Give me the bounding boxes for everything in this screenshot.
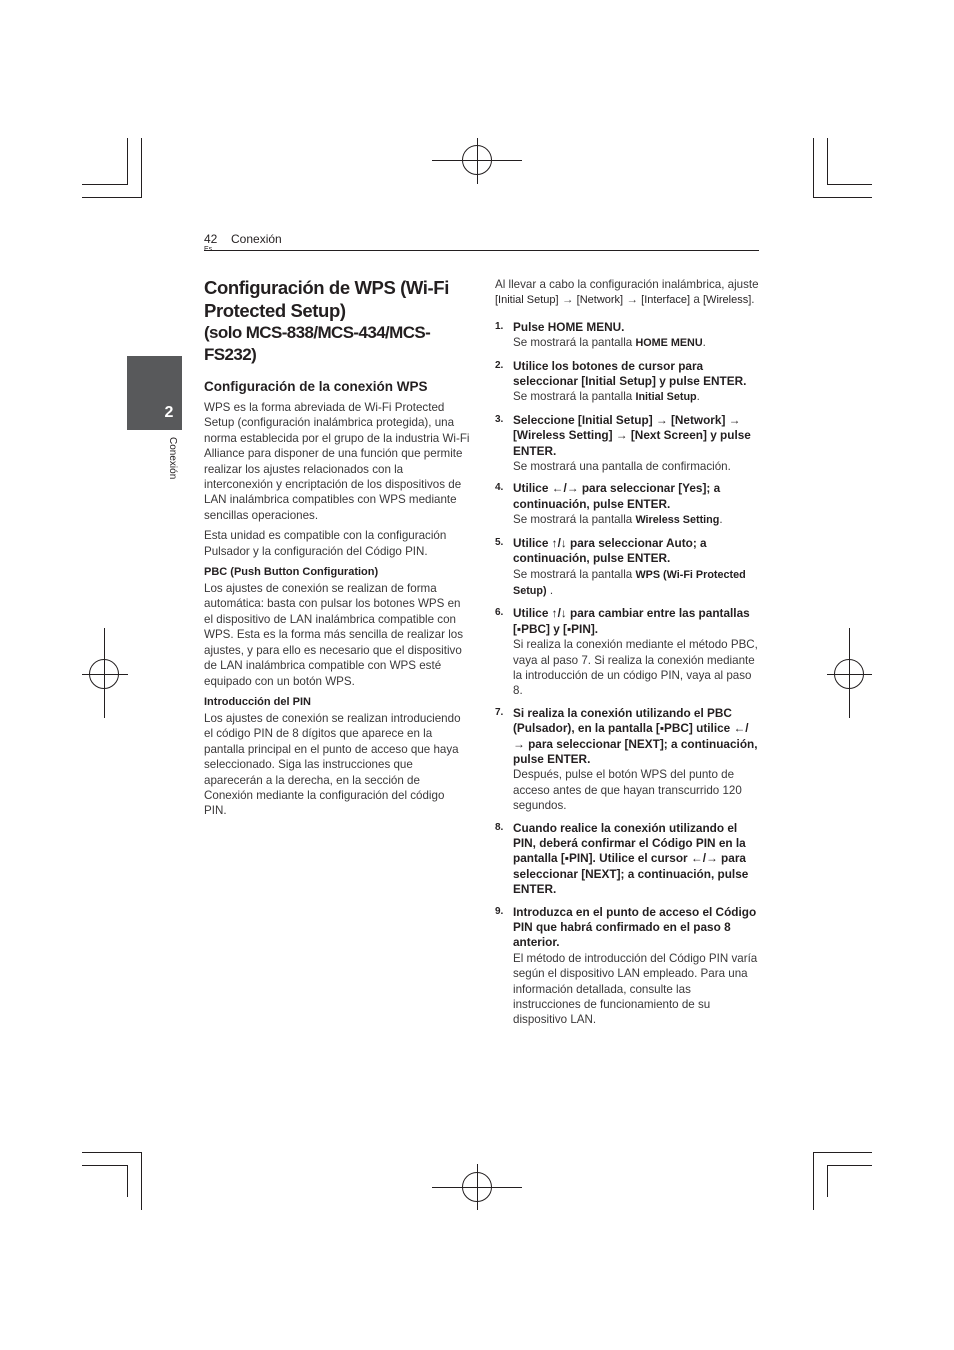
page-number: 42 [204,232,218,246]
step-detail: Se mostrará la pantalla WPS (Wi-Fi Protected Setup) . [513,567,746,597]
step-item [495,821,759,898]
pin-heading: Introducción del PIN [204,695,311,708]
step-detail: Se mostrará la pantalla Wireless Setting. [513,513,723,527]
left-column [204,276,470,824]
step-detail: El método de introducción del Código PIN varía según el dispositivo LAN empleado. Para una información detallada, consulte las instrucciones de funcionamiento de su dispositivo LAN. [513,951,758,1027]
crop-mark [82,1165,128,1166]
step-instruction: Utilice ↑/↓ para seleccionar Auto; a continuación, pulse ENTER. [513,535,707,566]
step-instruction: Utilice ←/→ para seleccionar [Yes]; a continuación, pulse ENTER. [513,481,721,511]
page-title-line2: Protected Setup) [204,300,346,321]
step-instruction: Utilice ↑/↓ para cambiar entre las pantallas [▪PBC] y [▪PIN]. [513,606,750,636]
step-detail: Después, pulse el botón WPS del punto de acceso antes de que hayan transcurrido 120 segundos. [513,768,742,813]
crop-mark [827,184,872,185]
pin-description: Los ajustes de conexión se realizan introduciendo el código PIN de 8 dígitos que aparece en la pantalla principal en el punto de acceso que haya seleccionado. Siga las instrucciones que aparecerán a la derecha, en la sección de Conexión mediante la configuración del código PIN. [204,711,461,818]
step-item [495,536,759,600]
chapter-label: Conexión [167,437,178,480]
step-number: 6. [495,607,504,619]
wps-description: WPS es la forma abreviada de Wi-Fi Protected Setup (configuración inalámbrica protegida), una norma establecida por el grupo de la industria Wi-Fi Alliance para disponer de una función que permite realizar los ajustes relacionados con la interconexión y encriptación de los dispositivos de LAN inalámbrica compatibles con WPS mediante sencillas operaciones. [204,401,470,522]
crop-mark [813,138,814,198]
step-detail: Se mostrará la pantalla HOME MENU. [513,336,706,350]
page-title-line1: Configuración de WPS (Wi-Fi [204,277,449,298]
step-number: 4. [495,482,504,494]
step-instruction: Pulse HOME MENU. [513,319,625,334]
crop-mark [141,138,142,198]
right-column [495,277,759,1035]
crop-mark [813,1152,872,1153]
screen-name: Wireless Setting [635,514,720,527]
step-number: 5. [495,536,504,548]
step-number: 1. [495,320,504,332]
intro-paragraph: Al llevar a cabo la configuración inalámbrica, ajuste [Initial Setup] → [Network] → [Interface] a [Wireless]. [495,278,759,307]
screen-name: WPS (Wi-Fi Protected Setup) [513,568,746,597]
pbc-heading: PBC (Push Button Configuration) [204,566,379,579]
crop-mark [827,1165,828,1197]
section-title: Conexión [231,232,282,246]
step-detail: Si realiza la conexión mediante el método PBC, vaya al paso 7. Si realiza la conexión mediante la introducción de un código PIN, vaya al paso 8. [513,638,758,698]
crop-mark [82,1152,142,1153]
crop-mark [82,184,128,185]
step-number: 8. [495,821,504,833]
step-item [495,481,759,528]
page-title-line3: (solo MCS-838/MCS-434/MCS-FS232) [204,323,431,364]
step-item [495,320,759,352]
step-instruction: Seleccione [Initial Setup] → [Network] → [Wireless Setting] → [Next Screen] y pulse ENTER. [513,412,751,458]
step-number: 9. [495,905,504,917]
crop-mark [813,197,872,198]
crop-mark [82,197,142,198]
screen-name: Initial Setup [635,391,697,404]
section-heading: Configuración de la conexión WPS [204,379,428,394]
crop-mark [127,138,128,185]
step-item [495,706,759,814]
step-detail: Se mostrará la pantalla Initial Setup. [513,390,700,404]
step-number: 3. [495,413,504,425]
crop-mark [827,138,828,185]
step-number: 7. [495,706,504,718]
crop-mark [141,1152,142,1210]
screen-name: HOME MENU [635,337,703,350]
steps-list [495,320,759,1028]
pbc-description: Los ajustes de conexión se realizan de forma automática: basta con pulsar los botones WPS en el dispositivo de LAN inalámbrica compatible con WPS. Esta es la forma más sencilla de realizar los ajustes, y para ello es necesario que el dispositivo de LAN inalámbrica compatible con WPS esté equipado con un botón WPS. [204,582,464,688]
chapter-number: 2 [164,404,174,421]
step-instruction: Introduzca en el punto de acceso el Código PIN que habrá confirmado en el paso 8 anterior. [513,904,757,950]
crop-mark [813,1152,814,1210]
step-instruction: Cuando realice la conexión utilizando el PIN, deberá confirmar el Código PIN en la pantalla [▪PIN]. Utilice el cursor ←/→ para seleccionar [NEXT]; a continuación, pulse ENTER. [513,820,749,897]
step-item [495,413,759,475]
step-item [495,359,759,406]
crop-mark [827,1165,872,1166]
crop-mark [127,1165,128,1197]
step-number: 2. [495,359,504,371]
step-instruction: Si realiza la conexión utilizando el PBC (Pulsador), en la pantalla [▪PBC] utilice ←/→ para seleccionar [NEXT]; a continuación, pulse ENTER. [513,705,758,766]
compatibility-note: Esta unidad es compatible con la configuración Pulsador y la configuración del Código PIN. [204,529,447,558]
step-detail: Se mostrará una pantalla de confirmación. [513,460,731,474]
step-instruction: Utilice los botones de cursor para seleccionar [Initial Setup] y pulse ENTER. [513,358,747,389]
step-item [495,905,759,1028]
step-item [495,606,759,698]
header-rule [204,250,759,251]
